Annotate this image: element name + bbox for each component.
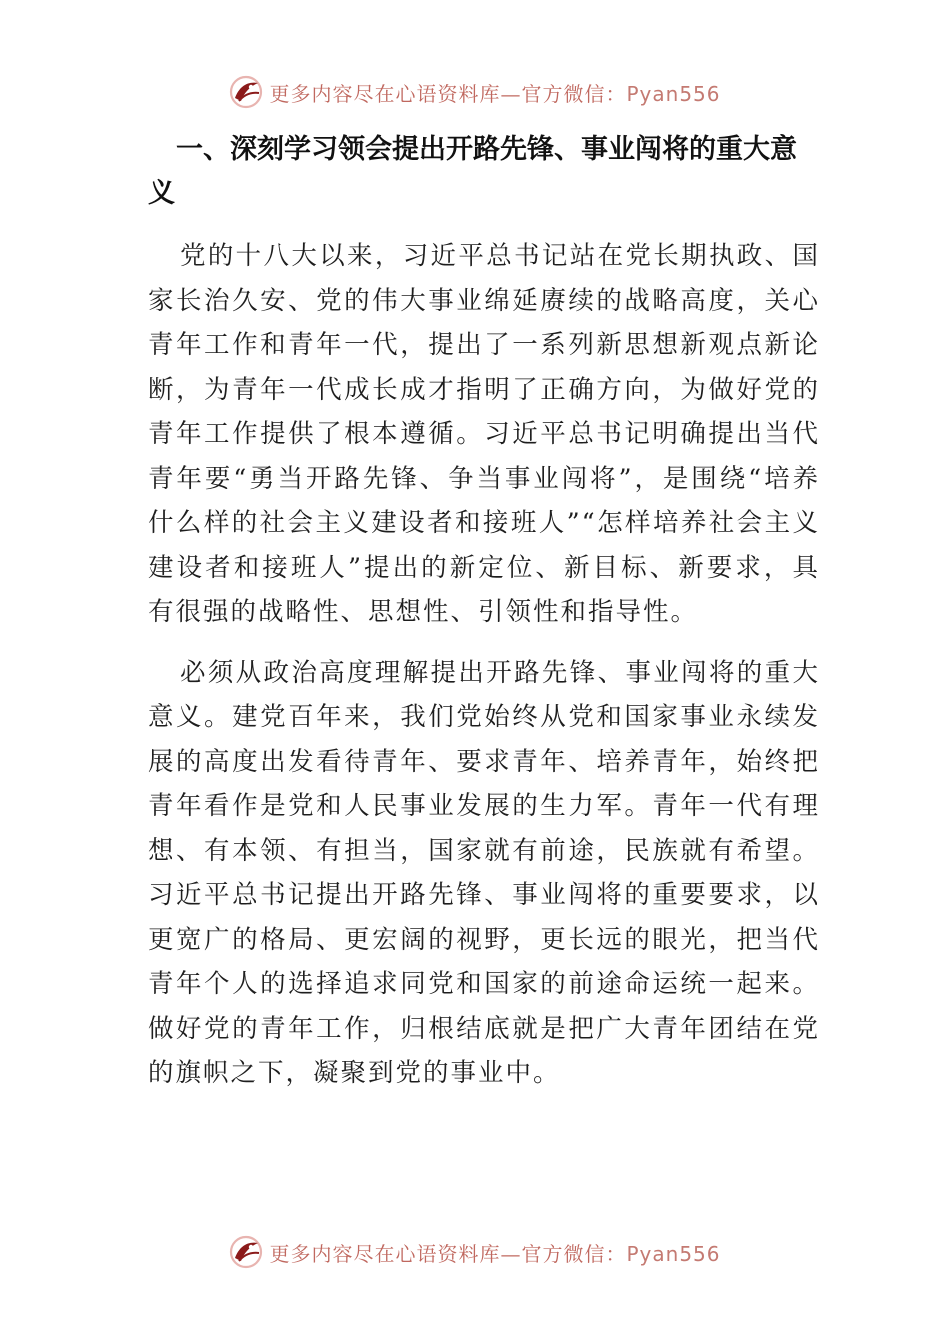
document-body bbox=[148, 128, 820, 1112]
banner-wechat-id: Pyan556 bbox=[626, 81, 721, 106]
banner-slogan: 更多内容尽在心语资料库—官方微信： bbox=[269, 81, 627, 106]
banner-wechat-id: Pyan556 bbox=[626, 1241, 721, 1266]
header-banner bbox=[0, 72, 950, 112]
paragraph-1: 党的十八大以来，习近平总书记站在党长期执政、国家长治久安、党的伟大事业绵延赓续的战略高度，关心青年工作和青年一代，提出了一系列新思想新观点新论断，为青年一代成长成才指明了正确方向，为做好党的青年工作提供了根本遵循。习近平总书记明确提出当代青年要“勇当开路先锋、争当事业闯将”，是围绕“培养什么样的社会主义建设者和接班人”“怎样培养社会主义建设者和接班人”提出的新定位、新目标、新要求，具有很强的战略性、思想性、引领性和指导性。 bbox=[148, 241, 820, 627]
brand-logo-icon bbox=[229, 1235, 263, 1269]
paragraph-2: 必须从政治高度理解提出开路先锋、事业闯将的重大意义。建党百年来，我们党始终从党和国家事业永续发展的高度出发看待青年、要求青年、培养青年，始终把青年看作是党和人民事业发展的生力军。青年一代有理想、有本领、有担当，国家就有前途，民族就有希望。习近平总书记提出开路先锋、事业闯将的重要要求，以更宽广的格局、更宏阔的视野，更长远的眼光，把当代青年个人的选择追求同党和国家的前途命运统一起来。做好党的青年工作，归根结底就是把广大青年团结在党的旗帜之下，凝聚到党的事业中。 bbox=[148, 657, 820, 1088]
footer-banner bbox=[0, 1232, 950, 1272]
brand-logo-icon bbox=[229, 75, 263, 109]
banner-text bbox=[269, 1238, 720, 1267]
banner-text bbox=[269, 78, 720, 107]
banner-slogan: 更多内容尽在心语资料库—官方微信： bbox=[269, 1241, 627, 1266]
section-heading: 一、深刻学习领会提出开路先锋、事业闯将的重大意义 bbox=[148, 134, 797, 209]
